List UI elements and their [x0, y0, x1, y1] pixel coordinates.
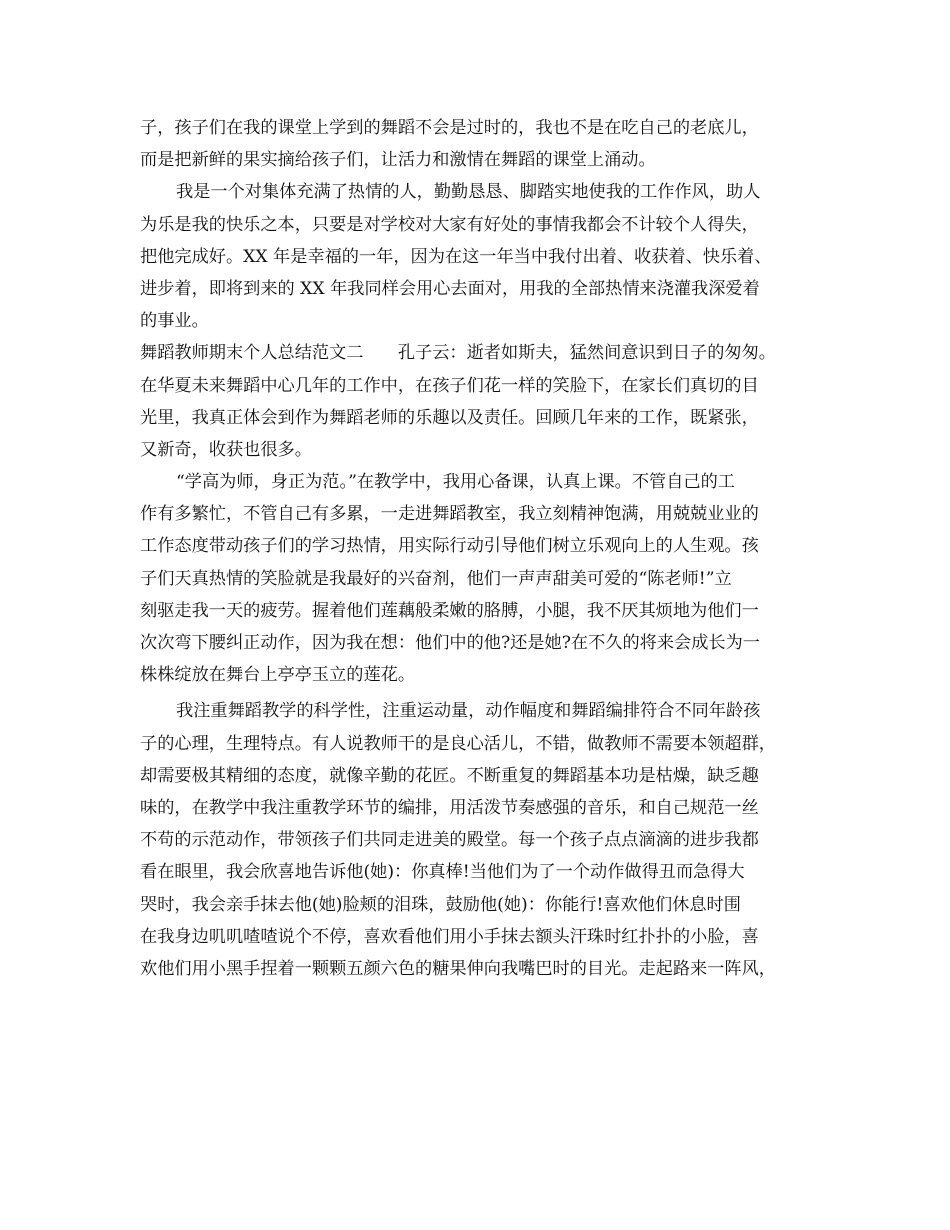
- text-line: 子，孩子们在我的课堂上学到的舞蹈不会是过时的，我也不是在吃自己的老底儿，: [140, 118, 759, 138]
- text-line: 把他完成好。XX 年是幸福的一年，因为在这一年当中我付出着、收获着、快乐着、: [140, 246, 772, 267]
- text-line: 次次弯下腰纠正动作，因为我在想：他们中的他?还是她?在不久的将来会成长为一: [140, 633, 760, 653]
- text-line: 却需要极其精细的态度，就像辛勤的花匠。不断重复的舞蹈基本功是枯燥，缺乏趣: [140, 765, 759, 786]
- section-heading-line: 舞蹈教师期末个人总结范文二 孔子云：逝者如斯夫，猛然间意识到日子的匆匆。: [140, 343, 776, 364]
- text-line: 欢他们用小黑手捏着一颗颗五颜六色的糖果伸向我嘴巴时的目光。走起路来一阵风，: [140, 958, 776, 979]
- text-line: 又新奇，收获也很多。: [140, 439, 312, 460]
- text-line: 子们天真热情的笑脸就是我最好的兴奋剂，他们一声声甜美可爱的“陈老师!”立: [140, 568, 732, 589]
- paragraph-start: “学高为师，身正为范。”在教学中，我用心备课，认真上课。不管自己的工: [176, 472, 735, 493]
- text-line: 工作态度带动孩子们的学习热情，用实际行动引导他们树立乐观向上的人生观。孩: [140, 536, 759, 557]
- text-line: 哭时，我会亲手抹去他(她)脸颊的泪珠，鼓励他(她)：你能行!喜欢他们休息时围: [140, 894, 741, 915]
- text-line: 味的，在教学中我注重教学环节的编排，用活泼节奏感强的音乐，和自己规范一丝: [140, 797, 759, 818]
- text-line: 刻驱走我一天的疲劳。握着他们莲藕般柔嫩的胳膊，小腿，我不厌其烦地为他们一: [140, 600, 759, 621]
- text-line: 在华夏未来舞蹈中心几年的工作中，在孩子们花一样的笑脸下，在家长们真切的目: [140, 375, 759, 396]
- document-body: [140, 112, 830, 985]
- text-line: 作有多繁忙，不管自己有多累，一走进舞蹈教室，我立刻精神饱满，用兢兢业业的: [140, 504, 759, 525]
- text-line: 在我身边叽叽喳喳说个不停，喜欢看他们用小手抹去额头汗珠时红扑扑的小脸，喜: [140, 926, 759, 947]
- text-line: 的事业。: [140, 311, 209, 332]
- text-line: 子的心理，生理特点。有人说教师干的是良心活儿，不错，做教师不需要本领超群，: [140, 733, 776, 754]
- text-line: 看在眼里，我会欣喜地告诉他(她)：你真棒!当他们为了一个动作做得丑而急得大: [140, 862, 745, 883]
- text-line: 不苟的示范动作，带领孩子们共同走进美的殿堂。每一个孩子点点滴滴的进步我都: [140, 830, 759, 851]
- text-line: 为乐是我的快乐之本，只要是对学校对大家有好处的事情我都会不计较个人得失，: [140, 214, 759, 235]
- paragraph-start: 我注重舞蹈教学的科学性，注重运动量，动作幅度和舞蹈编排符合不同年龄孩: [176, 701, 761, 722]
- text-line: 光里，我真正体会到作为舞蹈老师的乐趣以及责任。回顾几年来的工作，既紧张，: [140, 407, 759, 428]
- text-line: 株株绽放在舞台上亭亭玉立的莲花。: [140, 665, 416, 686]
- text-line: 而是把新鲜的果实摘给孩子们，让活力和激情在舞蹈的课堂上涌动。: [140, 150, 656, 171]
- text-line: 进步着，即将到来的 XX 年我同样会用心去面对，用我的全部热情来浇灌我深爱着: [140, 278, 760, 299]
- paragraph-start: 我是一个对集体充满了热情的人，勤勤恳恳、脚踏实地使我的工作作风，助人: [176, 182, 761, 203]
